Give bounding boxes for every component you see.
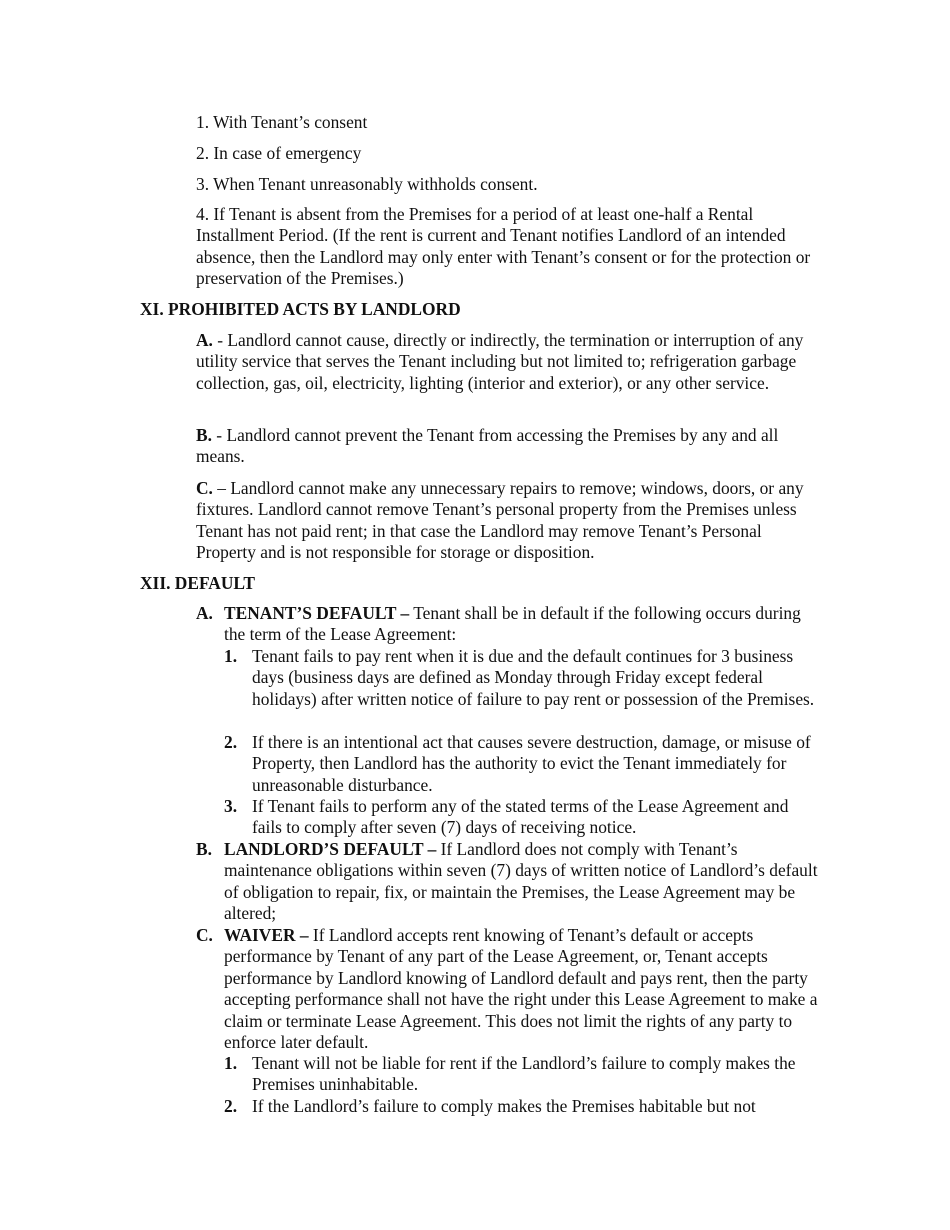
entry-condition-3: 3. When Tenant unreasonably withholds consent. (196, 174, 538, 194)
entry-condition-4: 4. If Tenant is absent from the Premises for a period of at least one-half a Rental Installment Period. (If the rent is current and Tenant notifies Landlord of an intended absence, then the Landlord may only enter with Tenant’s consent or for the protection or preservation of the Premises.) (196, 204, 811, 289)
section-xi-heading: XI. PROHIBITED ACTS BY LANDLORD (140, 299, 461, 319)
section-xii-heading: XII. DEFAULT (140, 573, 255, 593)
tenant-default-subitem-1 (224, 646, 821, 710)
tenant-default-subitem-2-text: If there is an intentional act that causes severe destruction, damage, or misuse of Property, then Landlord has the authority to evict the Tenant immediately for unreasonable disturbance. (252, 732, 811, 795)
section-xi-item-c-text: – Landlord cannot make any unnecessary repairs to remove; windows, doors, or any fixtures. Landlord cannot remove Tenant’s personal property from the Premises unless Tenant has not paid rent; in that case the Landlord may remove Tenant’s Personal Property and is not responsible for storage or disposition. (196, 478, 804, 563)
waiver-subitem-1-marker: 1. (224, 1053, 238, 1073)
tenant-default-subitem-2 (224, 732, 821, 796)
tenant-default-subitem-3-marker: 3. (224, 796, 238, 816)
waiver-subitem-2 (224, 1096, 821, 1117)
default-item-a-body (224, 603, 821, 646)
waiver-subitem-2-marker: 2. (224, 1096, 238, 1116)
default-item-c-text: If Landlord accepts rent knowing of Tenant’s default or accepts performance by Tenant of any part of the Lease Agreement, or, Tenant accepts performance by Landlord knowing of Landlord default and pays rent, then the party accepting performance shall not have the right under this Lease Agreement to make a claim or terminate Lease Agreement. This does not limit the rights of any party to enforce later default. (224, 925, 818, 1053)
default-item-a-marker: A. (196, 603, 213, 623)
tenant-default-subitem-3-text: If Tenant fails to perform any of the stated terms of the Lease Agreement and fails to comply after seven (7) days of receiving notice. (252, 796, 789, 838)
section-xi-item-c-label: C. (196, 478, 213, 498)
default-item-b-text: If Landlord does not comply with Tenant’s maintenance obligations within seven (7) days of written notice of Landlord’s default of obligation to repair, fix, or maintain the Premises, the Lease Agreement may be altered; (224, 839, 818, 924)
entry-condition-2: 2. In case of emergency (196, 143, 362, 163)
section-xi-item-c (196, 478, 821, 564)
default-item-b-body (224, 839, 821, 925)
section-xi-item-a-text: - Landlord cannot cause, directly or indirectly, the termination or interruption of any utility service that serves the Tenant including but not limited to; refrigeration garbage collection, gas, oil, electricity, lighting (interior and exterior), or any other service. (196, 330, 804, 393)
default-item-c (196, 925, 821, 1053)
section-xi-item-b-label: B. (196, 425, 212, 445)
tenant-default-subitem-1-marker: 1. (224, 646, 238, 666)
section-xi-item-a-label: A. (196, 330, 213, 350)
waiver-subitem-2-text: If the Landlord’s failure to comply makes the Premises habitable but not (252, 1096, 756, 1116)
default-item-c-title: WAIVER – (224, 925, 309, 945)
tenant-default-subitem-3 (224, 796, 821, 839)
waiver-subitem-1-text: Tenant will not be liable for rent if the Landlord’s failure to comply makes the Premises uninhabitable. (252, 1053, 796, 1095)
default-item-a-text: Tenant shall be in default if the following occurs during the term of the Lease Agreement: (224, 603, 801, 645)
default-item-c-body (224, 925, 821, 1053)
tenant-default-subitem-2-marker: 2. (224, 732, 238, 752)
section-xi-item-b-text: - Landlord cannot prevent the Tenant from accessing the Premises by any and all means. (196, 425, 779, 467)
default-item-b-title: LANDLORD’S DEFAULT – (224, 839, 437, 859)
entry-condition-1: 1. With Tenant’s consent (196, 112, 368, 132)
default-item-a-title: TENANT’S DEFAULT – (224, 603, 410, 623)
waiver-subitem-1 (224, 1053, 821, 1096)
default-item-b (196, 839, 821, 925)
default-item-c-marker: C. (196, 925, 213, 945)
section-xi-item-a (196, 330, 821, 394)
default-item-b-marker: B. (196, 839, 212, 859)
default-item-a (196, 603, 821, 646)
section-xi-item-b (196, 425, 821, 468)
tenant-default-subitem-1-text: Tenant fails to pay rent when it is due and the default continues for 3 business days (business days are defined as Monday through Friday except federal holidays) after written notice of failure to pay rent or possession of the Premises. (252, 646, 815, 709)
